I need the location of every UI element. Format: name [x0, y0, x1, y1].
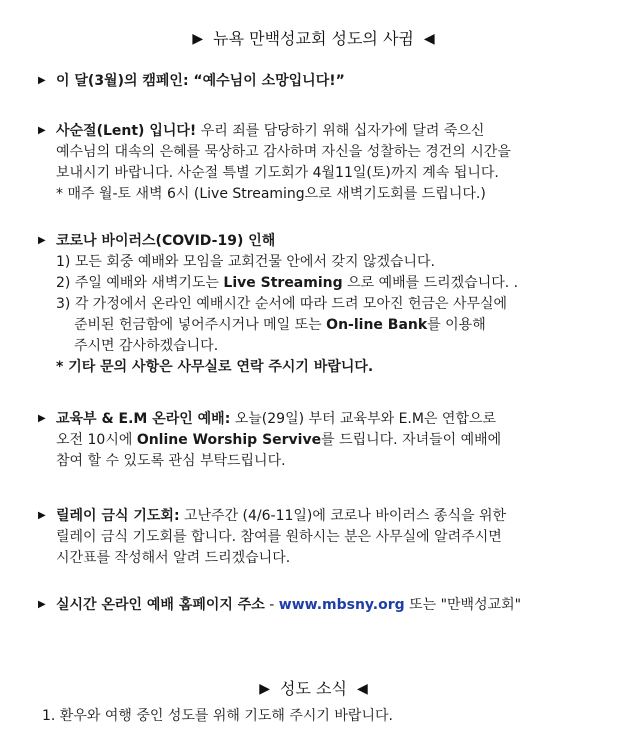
left-triangle-icon: ◀ [356, 681, 368, 697]
news-title: 성도 소식 [280, 679, 347, 698]
right-triangle-icon: ▶ [259, 681, 271, 697]
bullet-icon: ▶ [38, 235, 46, 246]
bullet-icon: ▶ [38, 510, 46, 521]
lent-section: 사순절(Lent) 입니다! 우리 죄를 담당하기 위해 십자가에 달려 죽으신 예수님의 대속의 은혜를 묵상하고 감사하며 자신을 성찰하는 경건의 시간을 보내시기 바랍니다. 사순절 특별 기도회가 4월11일(토)까지 계속 됩니다. * 매주 월-토 새벽 6시 (Live Streaming으로 새벽기도회를 드립니다.) [56, 123, 511, 202]
bulletin-heading [0, 26, 627, 49]
news-heading [0, 676, 627, 699]
online-title: 실시간 온라인 예배 홈페이지 주소 [56, 597, 265, 613]
covid-section: 코로나 바이러스(COVID-19) 인해 1) 모든 회중 예배와 모임을 교회건물 안에서 갖지 않겠습니다. 2) 주일 예배와 새벽기도는 Live Streaming 으로 예배를 드리겠습니다. . 3) 각 가정에서 온라인 예배시간 순서에 따라 드려 모아진 헌금은 사무실에 준비된 헌금함에 넣어주시거나 메일 또는 On-line Bank를 이용해 주시면 감사하겠습니다. * 기타 문의 사항은 사무실로 연락 주시기 바랍니다. [56, 231, 518, 378]
covid-note: * 기타 문의 사항은 사무실로 연락 주시기 바랍니다. [56, 359, 374, 375]
bullet-icon: ▶ [38, 125, 46, 136]
covid-item-2: 2) 주일 예배와 새벽기도는 Live Streaming 으로 예배를 드리겠습니다. . [56, 275, 519, 291]
bullet-icon: ▶ [38, 599, 46, 610]
covid-item-3: 3) 각 가정에서 온라인 예배시간 순서에 따라 드려 모아진 헌금은 사무실에 [56, 296, 508, 312]
lent-title: 사순절(Lent) 입니다! [56, 123, 197, 139]
bullet-icon: ▶ [38, 75, 46, 86]
news-item-1: 1. 환우와 여행 중인 성도를 위해 기도해 주시기 바랍니다. [42, 708, 393, 724]
homepage-link[interactable]: www.mbsny.org [278, 597, 405, 613]
covid-item-1: 1) 모든 회중 예배와 모임을 교회건물 안에서 갖지 않겠습니다. [56, 254, 435, 270]
online-section: 실시간 온라인 예배 홈페이지 주소 - www.mbsny.org 또는 "만백성교회" [56, 597, 522, 613]
campaign-text: 이 달(3월)의 캠페인: “예수님이 소망입니다!” [56, 73, 345, 89]
covid-title: 코로나 바이러스(COVID-19) 인해 [56, 233, 276, 249]
bullet-icon: ▶ [38, 413, 46, 424]
education-section: 교육부 & E.M 온라인 예배: 오늘(29일) 부터 교육부와 E.M은 연합으로 오전 10시에 Online Worship Servive를 드립니다. 자녀들이 예배에 참여 할 수 있도록 관심 부탁드립니다. [56, 411, 502, 469]
right-triangle-icon: ▶ [192, 31, 204, 47]
left-triangle-icon: ◀ [423, 31, 435, 47]
education-title: 교육부 & E.M 온라인 예배: [56, 411, 231, 427]
page-title: 뉴욕 만백성교회 성도의 사귐 [213, 29, 414, 48]
relay-title: 릴레이 금식 기도회: [56, 508, 180, 524]
relay-section: 릴레이 금식 기도회: 고난주간 (4/6-11일)에 코로나 바이러스 종식을 위한 릴레이 금식 기도회를 합니다. 참여를 원하시는 분은 사무실에 알려주시면 시간표를 작성해서 알려 드리겠습니다. [56, 508, 507, 566]
